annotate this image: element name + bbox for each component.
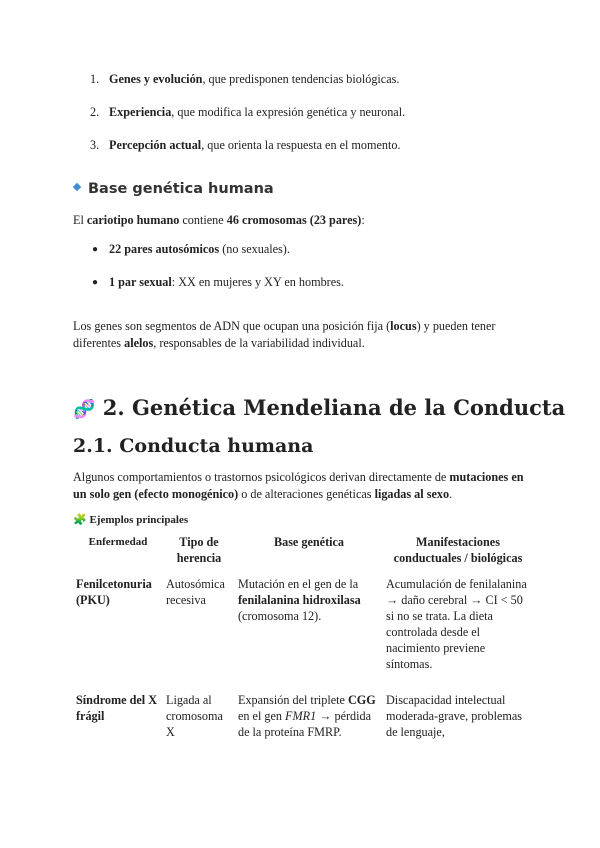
list-item-bold: Percepción actual: [109, 138, 202, 152]
genes-paragraph: Los genes son segmentos de ADN que ocupan una posición fija (locus) y pueden tener diferentes alelos, responsables de la variabilidad individual.: [73, 319, 496, 350]
cell-inheritance: Autosómica recesiva: [166, 577, 225, 607]
header-base-genetica: Base genética: [273, 535, 345, 549]
cell-disease: Fenilcetonuria (PKU): [76, 577, 152, 607]
header-enfermedad: Enfermedad: [88, 536, 148, 548]
list-number: 3.: [90, 138, 100, 152]
cell-inheritance: Ligada al cromosoma X: [166, 693, 223, 739]
list-number: 1.: [90, 72, 100, 86]
section-2-title: 🧬 2. Genética Mendeliana de la Conducta: [73, 395, 566, 420]
table-header-row: [74, 534, 534, 576]
conducta-paragraph: Algunos comportamientos o trastornos psicológicos derivan directamente de mutaciones en un solo gen (efecto monogénico) o de alteraciones genéticas ligadas al sexo.: [73, 470, 524, 501]
list-item-bold: Genes y evolución: [109, 72, 203, 86]
cell-basis: Mutación en el gen de la fenilalanina hidroxilasa (cromosoma 12).: [238, 577, 361, 623]
dna-icon: 🧬: [73, 399, 96, 420]
table-row: [74, 576, 534, 692]
subsection-title: 2.1. Conducta humana: [73, 435, 314, 457]
header-tipo-herencia: Tipo de herencia: [176, 535, 222, 565]
table-row: [74, 692, 534, 760]
puzzle-icon: 🧩: [73, 513, 87, 526]
cell-manifestations: Discapacidad intelectual moderada-grave, problemas de lenguaje,: [386, 693, 523, 739]
examples-label: 🧩 Ejemplos principales: [73, 513, 189, 526]
list-item-text: , que modifica la expresión genética y neuronal.: [171, 105, 406, 119]
examples-table: [74, 534, 534, 760]
blue-diamond-icon: [73, 183, 81, 191]
bullet-icon: ●: [92, 277, 99, 288]
cell-disease: Síndrome del X frágil: [76, 693, 158, 723]
list-item-bold: Experiencia: [109, 105, 172, 119]
karyotype-intro: El cariotipo humano contiene 46 cromosomas (23 pares):: [73, 213, 365, 227]
header-manifestaciones: Manifestaciones conductuales / biológicas: [393, 535, 523, 565]
list-item-text: , que predisponen tendencias biológicas.: [202, 72, 400, 86]
bullet-icon: ●: [92, 244, 99, 255]
list-number: 2.: [90, 105, 100, 119]
cell-manifestations: Acumulación de fenilalanina → daño cerebral → CI < 50 si no se trata. La dieta controlada desde el nacimiento previene síntomas.: [386, 577, 527, 671]
base-genetica-heading: Base genética humana: [74, 181, 274, 197]
list-item-text: , que orienta la respuesta en el momento.: [201, 138, 401, 152]
cell-basis: Expansión del triplete CGG en el gen FMR1 → pérdida de la proteína FMRP.: [238, 693, 376, 739]
